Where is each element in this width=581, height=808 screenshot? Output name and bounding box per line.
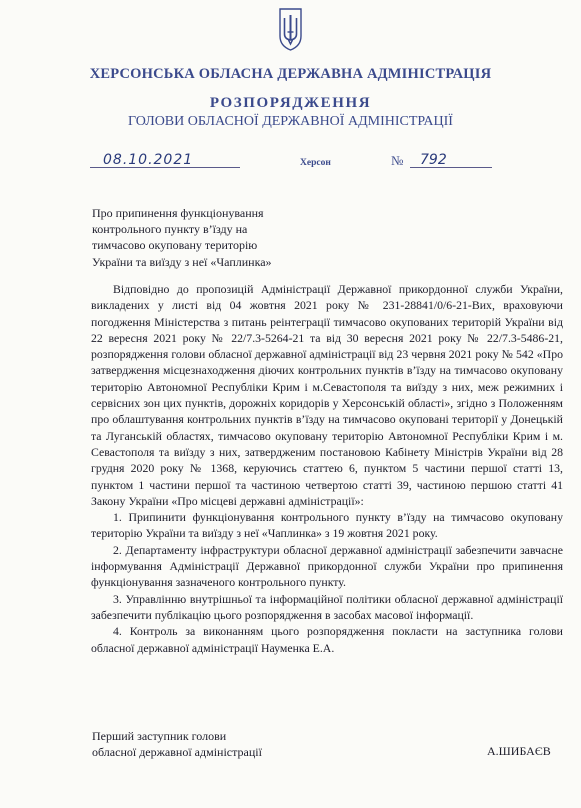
document-type: РОЗПОРЯДЖЕННЯ <box>209 95 372 111</box>
order-item-2: 2. Департаменту інфраструктури обласної державної адміністрації забезпечити завчасне інформування Адміністрації Державної прикордонної служби України про припинення функціонування зазначеного контрольного пункту. <box>91 542 563 590</box>
number-underline <box>410 167 492 168</box>
order-item-4: 4. Контроль за виконанням цього розпорядження покласти на заступника голови обласної державної адміністрації Науменка Е.А. <box>91 624 563 655</box>
trident-icon <box>277 6 304 52</box>
subject-line: України та виїзду з неї «Чаплинка» <box>92 254 272 269</box>
subject-line: тимчасово окуповану територію <box>92 238 258 253</box>
subject-line: Про припинення функціонування <box>92 206 264 220</box>
document-body <box>91 281 563 656</box>
signatory-name: А.ШИБАЄВ <box>487 744 551 758</box>
signatory-title <box>92 728 262 761</box>
document-number: 792 <box>420 152 447 168</box>
order-item-3: 3. Управлінню внутрішньої та інформаційної політики обласної державної адміністрації забезпечити публікацію цього розпорядження в засобах масової інформації. <box>91 591 563 622</box>
document-subject <box>92 205 352 270</box>
order-item-1: 1. Припинити функціонування контрольного пункту в’їзду на тимчасово окуповану територію України та виїзду з неї «Чаплинка» з 19 жовтня 2021 року. <box>91 510 563 541</box>
signatory-title-line: Перший заступник голови <box>92 729 227 743</box>
document-subtitle: ГОЛОВИ ОБЛАСНОЇ ДЕРЖАВНОЇ АДМІНІСТРАЦІЇ <box>128 114 453 129</box>
subject-line: контрольного пункту в’їзду на <box>92 222 248 237</box>
number-sign: № <box>391 153 404 168</box>
signatory-title-line: обласної державної адміністрації <box>92 745 262 760</box>
preamble-paragraph: Відповідно до пропозицій Адміністрації Державної прикордонної служби України, викладених у листі від 04 жовтня 2021 року № 231-28841/0/6-21-Вих, враховуючи погодження Міністерства з питань реінтеграції тимчасово окупованих територій України від 22 вересня 2021 року № 22/7.3-5264-21 та від 30 вересня 2021 року № 22/7.3-5486-21, розпорядження голови обласної державної адміністрації від 23 червня 2021 року № 542 «Про затвердження місцезнаходження діючих контрольних пунктів в’їзду на тимчасово окуповану територію Автономної Республіки Крим і м.Севастополя та виїзду з них, меж режимних і сервісних зон цих пунктів, дорожніх коридорів у Херсонській області», згідно з Положенням про облаштування контрольних пунктів в’їзду на тимчасово окуповані території у Донецькій та Луганській областях, тимчасово окуповану територію Автономної Республіки Крим і м. Севастополя та виїзду з них, затвердженим постановою Кабінету Міністрів України від 28 грудня 2020 року № 1368, керуючись статтею 6, пунктом 5 частини першої статті 13, пунктом 1 частини першої та частиною четвертою статті 39, частиною першою статті 41 Закону України «Про місцеві державні адміністрації»: <box>91 282 563 508</box>
organization-name: ХЕРСОНСЬКА ОБЛАСНА ДЕРЖАВНА АДМІНІСТРАЦІЯ <box>89 66 492 82</box>
date-underline <box>90 167 240 168</box>
document-date: 08.10.2021 <box>103 152 194 168</box>
city-name: Херсон <box>300 158 331 168</box>
